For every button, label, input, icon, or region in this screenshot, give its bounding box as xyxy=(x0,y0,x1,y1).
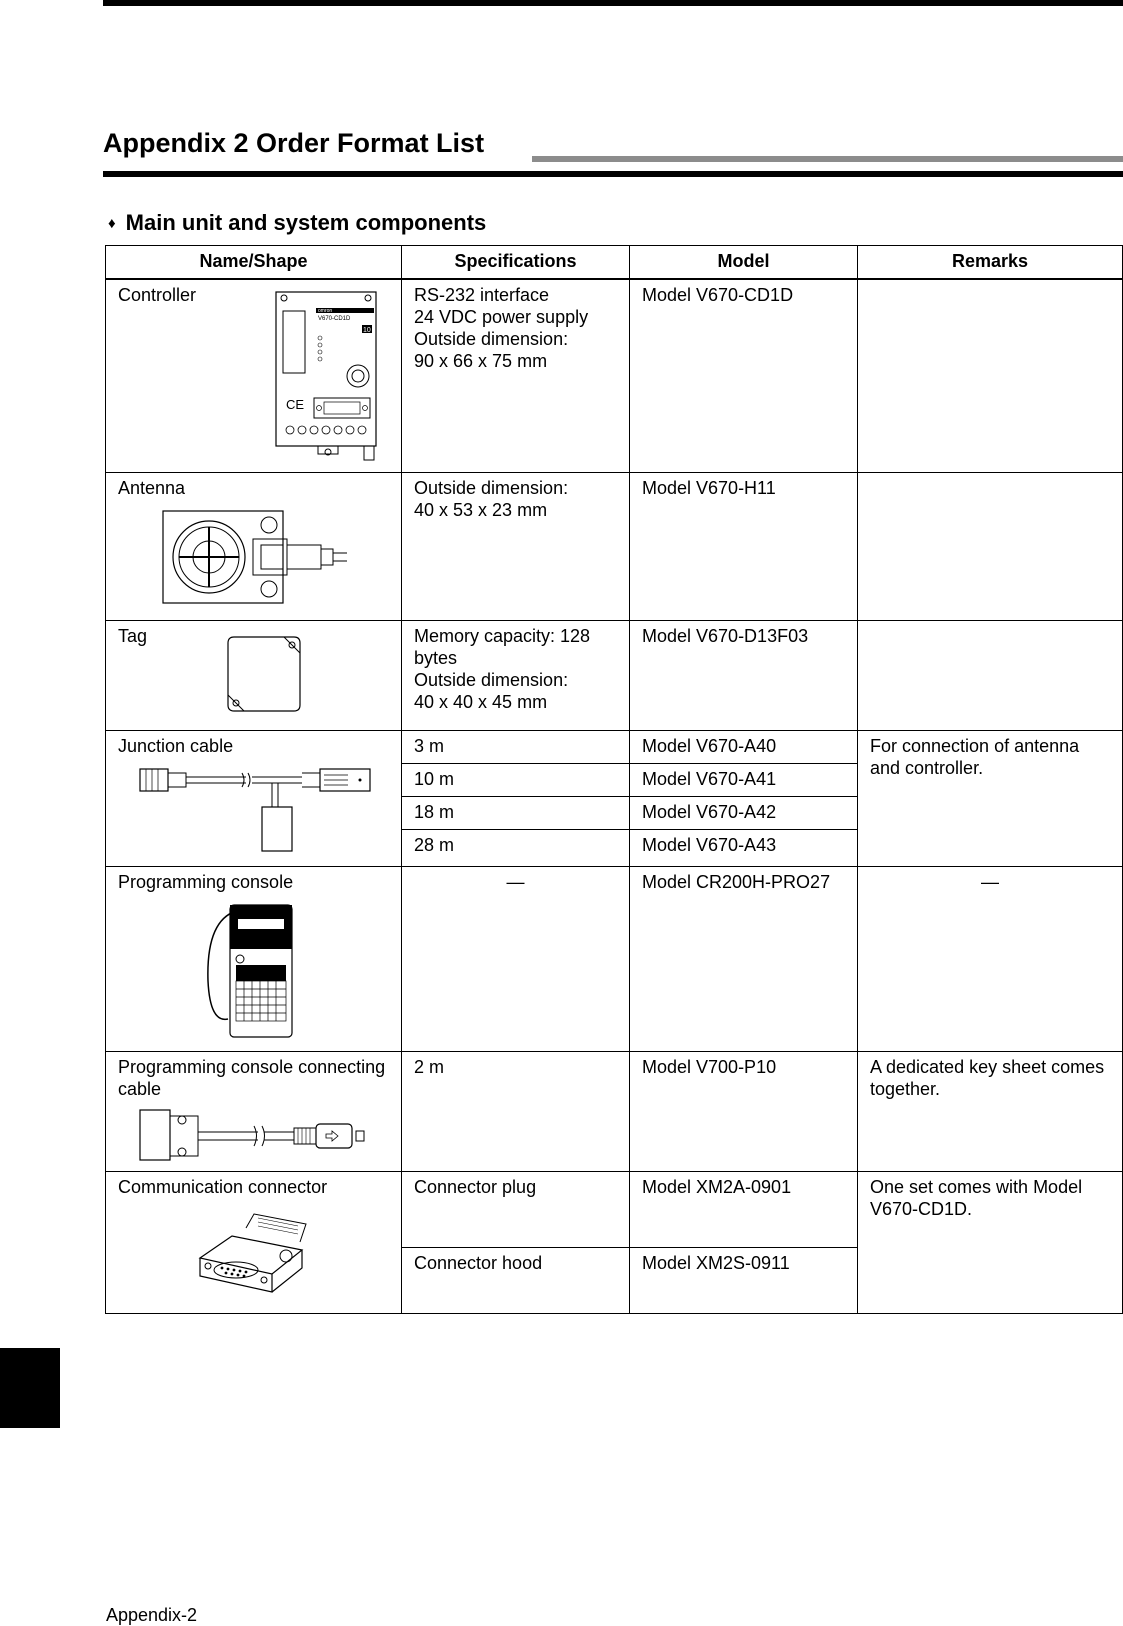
cell-model-console-cable: Model V700-P10 xyxy=(630,1051,858,1171)
cell-name-tag xyxy=(106,620,402,730)
antenna-illustration xyxy=(161,509,351,607)
spec-line: Outside dimension: xyxy=(414,329,569,349)
cell-specs-controller xyxy=(402,279,630,472)
header-model: Model xyxy=(630,246,858,280)
cell-spec-junction-3: 18 m xyxy=(402,796,630,829)
cell-name-console-cable xyxy=(106,1051,402,1171)
cell-model-connector-2: Model XM2S-0911 xyxy=(630,1247,858,1313)
cell-specs-tag xyxy=(402,620,630,730)
cell-name-controller xyxy=(106,279,402,472)
cell-remarks-junction: For connection of antenna and controller. xyxy=(858,730,1123,866)
cell-spec-junction-2: 10 m xyxy=(402,763,630,796)
ce-mark: CE xyxy=(286,397,305,412)
cell-name-antenna xyxy=(106,472,402,620)
cell-remarks-connector: One set comes with Model V670-CD1D. xyxy=(858,1171,1123,1313)
diamond-bullet-icon: ♦ xyxy=(108,215,116,232)
table-row-antenna xyxy=(106,472,1123,620)
spec-line: 40 x 40 x 45 mm xyxy=(414,691,548,712)
cell-remarks-console: — xyxy=(858,866,1123,1051)
table-row-console xyxy=(106,866,1123,1051)
table-row-controller xyxy=(106,279,1123,472)
title-grey-rule xyxy=(532,156,1123,162)
spec-line: 90 x 66 x 75 mm xyxy=(414,351,548,371)
section-title: Main unit and system components xyxy=(125,210,487,235)
name-controller: Controller xyxy=(118,285,197,305)
cell-remarks-antenna xyxy=(858,472,1123,620)
table-row-console-cable xyxy=(106,1051,1123,1171)
controller-num-label: 10 xyxy=(363,327,371,334)
cell-spec-console-cable: 2 m xyxy=(402,1051,630,1171)
cell-spec-junction-4: 28 m xyxy=(402,829,630,866)
cell-remarks-console-cable: A dedicated key sheet comes together. xyxy=(858,1051,1123,1171)
spec-line: 24 VDC power supply xyxy=(414,307,589,327)
order-format-table xyxy=(105,245,1123,1314)
table-row-connector-1 xyxy=(106,1171,1123,1247)
table-header-row xyxy=(106,246,1123,280)
cell-model-antenna: Model V670-H11 xyxy=(630,472,858,620)
cell-model-junction-3: Model V670-A42 xyxy=(630,796,858,829)
page-footer: Appendix-2 xyxy=(106,1605,198,1625)
cell-model-junction-2: Model V670-A41 xyxy=(630,763,858,796)
cell-model-controller: Model V670-CD1D xyxy=(630,279,858,472)
header-name-shape: Name/Shape xyxy=(106,246,402,280)
cell-spec-connector-2: Connector hood xyxy=(402,1247,630,1313)
cell-remarks-controller xyxy=(858,279,1123,472)
name-console-cable: Programming console connecting cable xyxy=(118,1056,386,1099)
junction-cable-illustration xyxy=(138,761,378,855)
cell-remarks-tag xyxy=(858,620,1123,730)
page-title: Appendix 2 Order Format List xyxy=(103,128,485,158)
cell-model-connector-1: Model XM2A-0901 xyxy=(630,1171,858,1247)
table-row-tag xyxy=(106,620,1123,730)
cell-specs-antenna xyxy=(402,472,630,620)
console-cable-illustration xyxy=(136,1106,376,1166)
title-rule xyxy=(103,171,1123,177)
cell-spec-junction-1: 3 m xyxy=(402,730,630,763)
spec-line: Memory capacity: 128 bytes xyxy=(414,625,591,668)
name-antenna: Antenna xyxy=(118,477,186,498)
controller-brand: omron xyxy=(318,308,333,314)
spec-line: Outside dimension: xyxy=(414,477,569,498)
spec-line: 40 x 53 x 23 mm xyxy=(414,499,548,520)
header-remarks: Remarks xyxy=(858,246,1123,280)
cell-spec-connector-1: Connector plug xyxy=(402,1171,630,1247)
cell-model-junction-4: Model V670-A43 xyxy=(630,829,858,866)
cell-model-tag: Model V670-D13F03 xyxy=(630,620,858,730)
cell-model-junction-1: Model V670-A40 xyxy=(630,730,858,763)
controller-illustration xyxy=(274,288,386,468)
controller-model-label: V670-CD1D xyxy=(318,316,351,322)
console-illustration xyxy=(202,901,302,1041)
cell-spec-console: — xyxy=(402,866,630,1051)
header-specifications: Specifications xyxy=(402,246,630,280)
cell-name-console xyxy=(106,866,402,1051)
spec-line: RS-232 interface xyxy=(414,285,550,305)
name-tag: Tag xyxy=(118,625,148,646)
cell-model-console: Model CR200H-PRO27 xyxy=(630,866,858,1051)
chapter-tab xyxy=(0,1348,60,1428)
name-junction: Junction cable xyxy=(118,735,234,756)
spec-line: Outside dimension: xyxy=(414,669,569,690)
top-rule xyxy=(103,0,1123,6)
connector-illustration xyxy=(196,1208,316,1298)
name-console: Programming console xyxy=(118,871,294,892)
tag-illustration xyxy=(226,635,302,713)
cell-name-connector xyxy=(106,1171,402,1313)
cell-name-junction xyxy=(106,730,402,866)
table-row-junction-1 xyxy=(106,730,1123,763)
name-connector: Communication connector xyxy=(118,1176,328,1197)
section-heading xyxy=(108,210,486,236)
